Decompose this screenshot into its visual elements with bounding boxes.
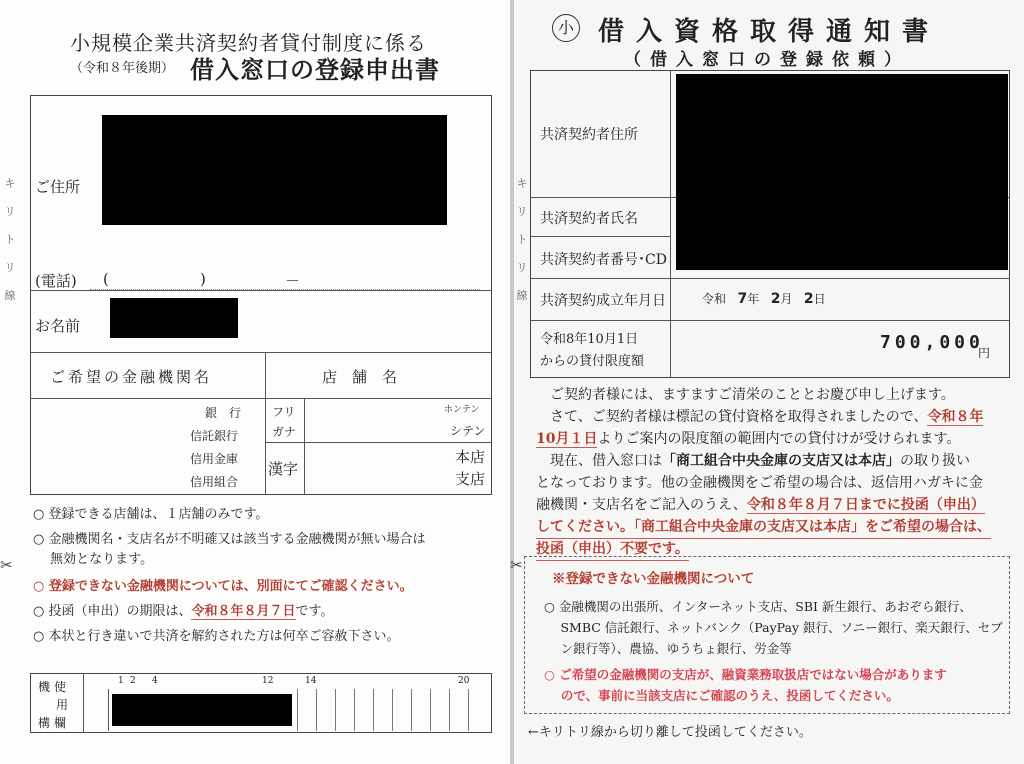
unregistrable-list: ○ 金融機関の出張所、インターネット支店、SBI 新生銀行、あおぞら銀行、 — [544, 599, 972, 614]
body-current-window: 現在、借入窓口は「商工組合中央金庫の支店又は本店」の取り扱い — [536, 453, 970, 469]
member-name-label: 共済契約者氏名 — [540, 211, 638, 227]
bank-type-shinkin: 信用金庫 — [190, 452, 239, 466]
small-business-circle-mark: 小 — [552, 14, 580, 42]
loan-limit-amount: 700,000 — [880, 332, 984, 353]
bank-type-bank: 銀 行 — [205, 406, 242, 420]
body-eligibility: さて、ご契約者様は標記の貸付資格を取得されましたので、令和８年 — [536, 409, 984, 425]
deadline-date: 令和８年８月７日 — [191, 604, 296, 619]
body-greeting: ご契約者様には、ますますご清栄のこととお慶び申し上げます。 — [536, 387, 955, 403]
cut-instruction: ←キリトリ線から切り離して投函してください。 — [528, 725, 812, 740]
scissors-icon: ✂ — [0, 556, 13, 574]
member-number-label: 共済契約者番号･CD — [540, 252, 667, 268]
form-period: （令和８年後期） — [70, 61, 175, 76]
kanji-shiten: 支店 — [455, 470, 486, 488]
branch-kanji-field[interactable] — [310, 446, 450, 490]
bank-type-trust: 信託銀行 — [190, 429, 239, 443]
phone-paren-close: ) — [200, 270, 206, 288]
note-unregistrable: ○ 登録できない金融機関については、別面にてご確認ください。 — [33, 579, 413, 594]
phone-dash: － — [285, 272, 301, 290]
note-apology: ○ 本状と行き違いで共済を解約された方は何卒ご容赦下さい。 — [33, 629, 400, 644]
member-address-label: 共済契約者住所 — [540, 127, 638, 143]
furigana-honten: ホンテン — [444, 405, 480, 415]
body-deadline: 融機関・支店名をご記入のうえ、令和８年８月７日までに投函（申出） — [536, 497, 985, 513]
branch-check-warning: ○ ご希望の金融機関の支店が、融資業務取扱店ではない場合があります — [544, 667, 947, 682]
name-label: お名前 — [35, 317, 81, 335]
phone-paren-open: ( — [103, 270, 109, 288]
contract-date-label: 共済契約成立年月日 — [540, 293, 666, 309]
yen-unit: 円 — [978, 346, 991, 360]
kanji-label: 漢字 — [268, 460, 299, 478]
kanji-honten: 本店 — [455, 448, 486, 466]
note-invalid: ○ 金融機関名・支店名が不明確又は該当する金融機関が無い場合は — [33, 532, 426, 547]
eligibility-notice-sheet: キ リ ト リ 線 ✂ 小 借入資格取得通知書 （借入窓口の登録依頼） 共済契約者住所 共済契約者氏名 共済契約者番号･CD 共済契約成立年月日 令和8年10月1日 からの貸付限度額 令和 7年 2月 2日 700,000 円 ご契約者様には、ますますご清栄のこととお慶び申し上げます。 さて、ご契約者様は標記の貸付資格を取得されましたので、令和８年 10月１日よりご案内の限度額の範囲内での貸付けが受けられます。 現在、借入窓口は「商工組合中央金庫の支店又は本店」の取り扱い となっております。他の金融機関をご希望の場合は、返信用ハガキに金 融機関・支店名をご記入のうえ、令和８年８月７日までに投函（申出） してください。「商工組合中央金庫の支店又は本店」をご希望の場合は、 投函（申出）不要です。 ※登録できない金融機関について ○ 金融機関の出張所、インターネット支店、SBI 新生銀行、あおぞら銀行、 SMBC 信託銀行、ネットバンク（PayPay 銀行、ソニー銀行、楽天銀行、セブ ン銀行等）、農協、ゆうちょ銀行、労金等 ○ ご希望の金融機関の支店が、融資業務取扱店ではない場合があります ので、事前に当該支店にご確認のうえ、投函してください。 ←キリトリ線から切り離して投函してください。 — [514, 0, 1024, 764]
furigana-label: フリ — [272, 405, 296, 419]
unregistrable-heading: ※登録できない金融機関について — [552, 571, 755, 587]
loan-limit-label: 令和8年10月1日 — [540, 332, 639, 347]
note-deadline: ○ 投函（申出）の期限は、令和８年８月７日です。 — [33, 604, 334, 619]
member-info-redacted — [676, 74, 1008, 270]
bank-type-kumiai: 信用組合 — [190, 475, 239, 489]
form-title: 借入窓口の登録申出書 — [190, 55, 440, 84]
bank-name-header: ご希望の金融機関名 — [50, 368, 213, 386]
form-title-line1: 小規模企業共済契約者貸付制度に係る — [70, 31, 427, 55]
scissors-icon: ✂ — [510, 556, 523, 574]
note-one-branch: ○ 登録できる店舗は、１店舗のみです。 — [33, 507, 269, 522]
notice-subtitle: （借入窓口の登録依頼） — [624, 50, 910, 70]
registration-form-sheet: キ リ ト リ 線 ✂ 小規模企業共済契約者貸付制度に係る （令和８年後期） 借入窓口の登録申出書 ご住所 (電話) ( ) － お名前 ご希望の金融機関名 店 舗 名 銀 行 信託銀行 信用金庫 信用組合 フリ ガナ ホンテン シテン 漢字 本店 支店 ○ 登録できる店舗は、１店舗のみです。 ○ 金融機関名・支店名が不明確又は該当する金融機関が無い場合は 無効となります。 ○ 登録できない金融機関については、別面にてご確認ください。 ○ 投函（申出）の期限は、令和８年８月７日です。 ○ 本状と行き違いで共済を解約された方は何卒ご容赦下さい。 機 使 用 構 欄 1 2 4 12 14 20 — [0, 0, 510, 764]
cut-line-marks-right: キ リ ト リ 線 — [516, 177, 528, 302]
branch-name-header: 店 舗 名 — [322, 368, 398, 386]
address-field[interactable] — [102, 115, 447, 225]
cut-line-marks-left: キ リ ト リ 線 — [4, 177, 16, 302]
notice-title: 借入資格取得通知書 — [598, 17, 941, 47]
furigana-shiten: シテン — [450, 424, 486, 438]
address-label: ご住所 — [35, 178, 81, 196]
contract-date-value: 令和 7年 2月 2日 — [702, 291, 826, 307]
name-field[interactable] — [110, 298, 238, 338]
phone-label: (電話) — [35, 272, 77, 290]
bank-name-field[interactable] — [32, 400, 182, 494]
office-use-code-redacted — [112, 694, 292, 726]
